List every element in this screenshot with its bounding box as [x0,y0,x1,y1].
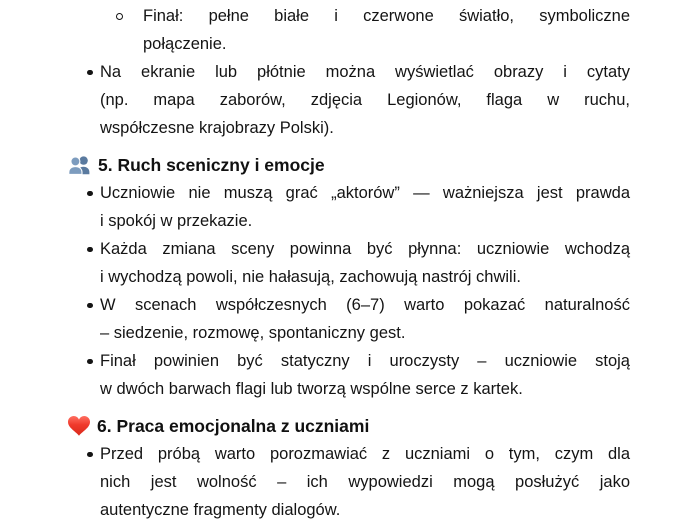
text-line: Finał powinien być statyczny i uroczysty – uczniowie stoją [100,352,630,370]
list-item [68,179,630,235]
list-item [68,2,630,58]
section-heading-6 [68,412,630,440]
text-line: w dwóch barwach flagi lub tworzą wspólne serce z kartek. [100,380,523,398]
text-line: Finał: pełne białe i czerwone światło, symboliczne [143,7,630,25]
section-heading-5 [68,151,630,179]
text-line: i spokój w przekazie. [100,212,253,230]
text-line: W scenach współczesnych (6–7) warto pokazać naturalność [100,296,630,314]
bullet-list [68,179,630,403]
red-heart-icon [68,416,90,436]
text-line: połączenie. [143,35,227,53]
text-line: autentyczne fragmenty dialogów. [100,501,341,519]
list-item [68,347,630,403]
text-line: nich jest wolność – ich wypowiedzi mogą posłużyć jako [100,473,630,491]
text-line: (np. mapa zaborów, zdjęcia Legionów, flaga w ruchu, [100,91,630,109]
text-line: Każda zmiana sceny powinna być płynna: uczniowie wchodzą [100,240,630,258]
text-line: Na ekranie lub płótnie można wyświetlać obrazy i cytaty [100,63,630,81]
bullet-list [68,440,630,520]
section-heading-text: 5. Ruch sceniczny i emocje [98,155,325,175]
text-line: i wychodzą powoli, nie hałasują, zachowują nastrój chwili. [100,268,521,286]
text-line: Uczniowie nie muszą grać „aktorów” — ważniejsza jest prawda [100,184,630,202]
list-item [68,235,630,291]
bullet-list [68,58,630,142]
list-item [68,58,630,142]
busts-in-silhouette-icon [68,155,91,175]
text-line: Przed próbą warto porozmawiać z uczniami o tym, czym dla [100,445,630,463]
list-item [68,440,630,520]
text-line: – siedzenie, rozmowę, spontaniczny gest. [100,324,406,342]
text-line: współczesne krajobrazy Polski). [100,119,334,137]
sub-bullet-list [68,2,630,58]
list-item [68,291,630,347]
section-heading-text: 6. Praca emocjonalna z uczniami [97,416,370,436]
